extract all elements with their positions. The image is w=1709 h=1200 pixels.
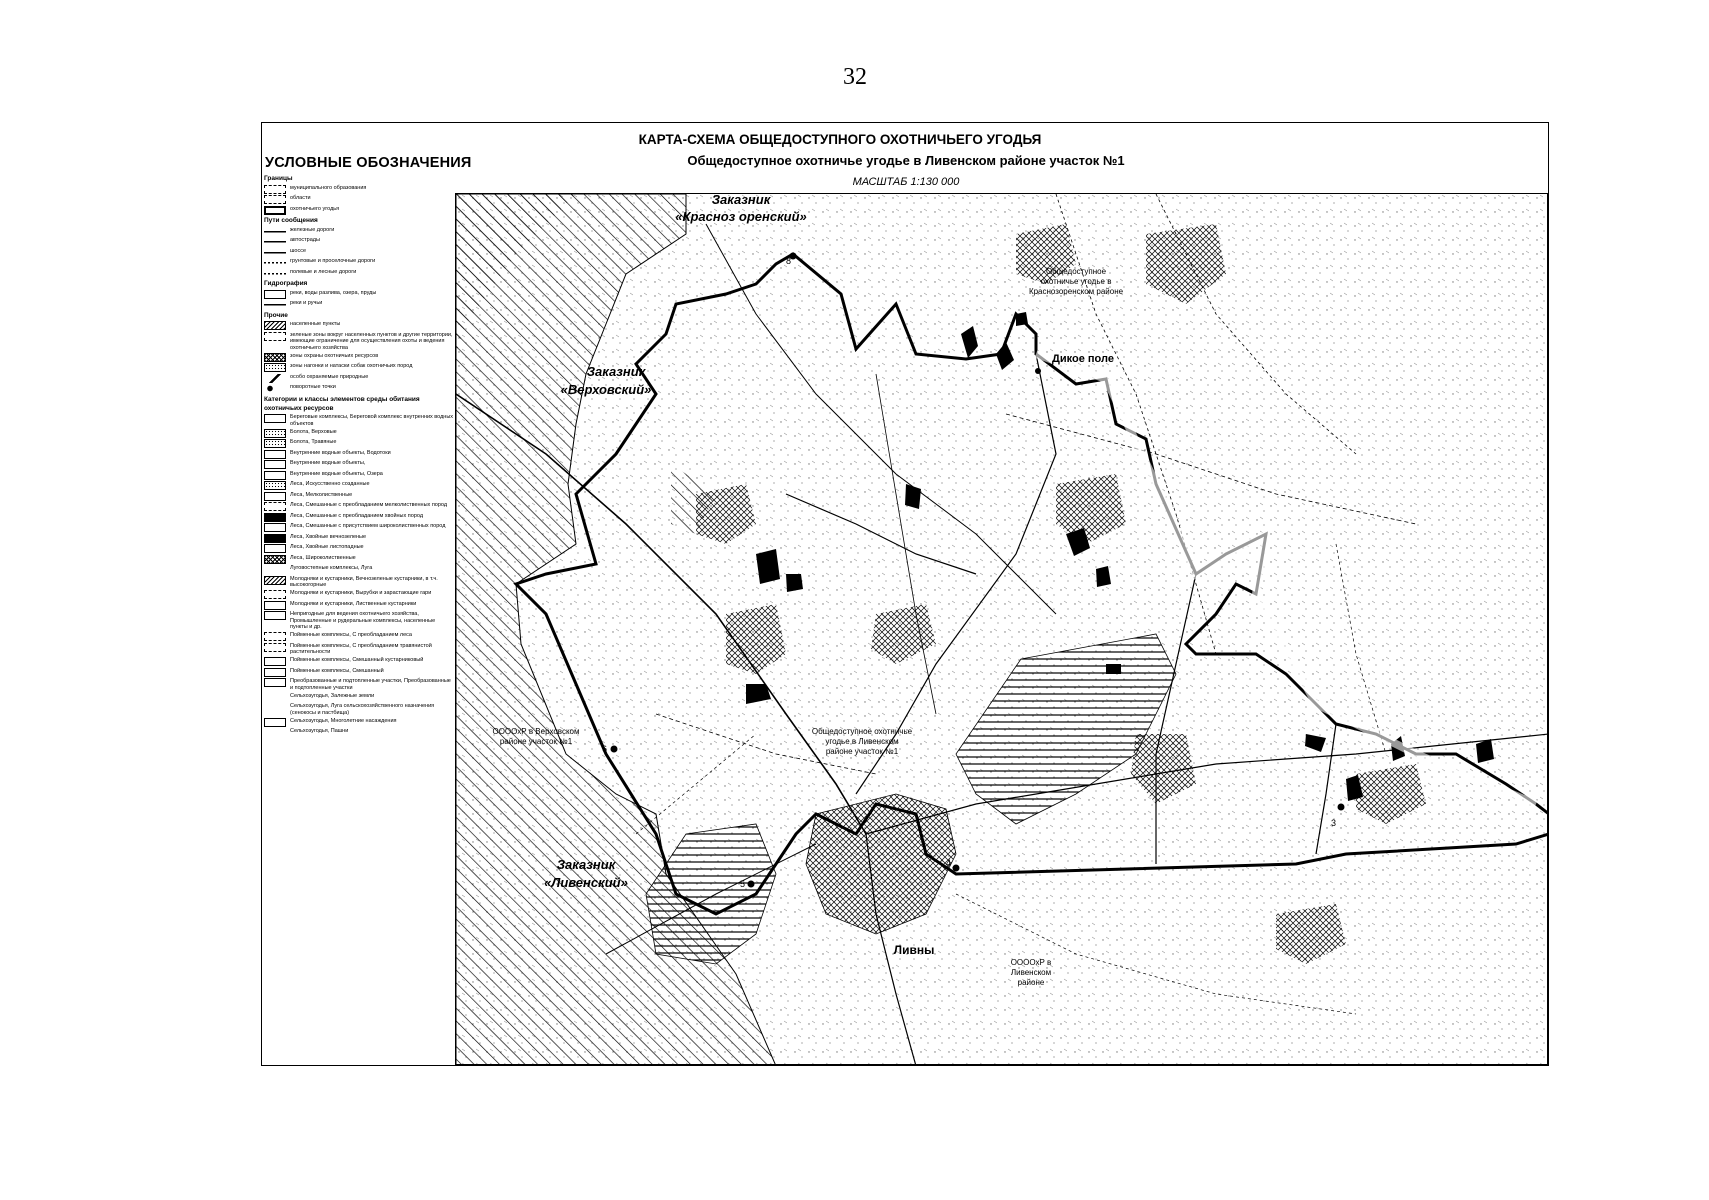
legend-item [264,513,454,522]
legend-item-label: зоны охраны охотничьих ресурсов [290,352,379,359]
legend-swatch [264,643,286,652]
legend-swatch [264,321,286,330]
turning-point-7 [1035,368,1041,374]
turning-point-label-4: 4 [946,858,952,868]
legend-swatch [264,703,286,712]
legend-item-label: поворотные точки [290,384,336,390]
center-label-1: Общедоступное охотничье [811,727,913,736]
legend-swatch [264,611,286,620]
legend-swatch [264,290,286,299]
town-livny-label: Ливны [893,943,935,957]
legend-swatch [264,657,286,666]
legend-item [264,374,454,383]
legend-item [264,429,454,438]
legend-item [264,703,454,716]
legend-title: УСЛОВНЫЕ ОБОЗНАЧЕНИЯ [265,155,472,171]
legend-item-label: Болота, Верховые [290,428,337,435]
legend-item-label: Внутренние водные объекты, Водотоки [290,449,391,456]
legend-item [264,185,454,194]
legend-item [264,678,454,691]
legend-item [264,481,454,490]
legend-item-label: Луговостепные комплексы, Луга [290,565,373,571]
legend-item [264,643,454,656]
legend-item [264,414,454,427]
legend-section-heading: Гидрография [264,280,308,287]
neighbor-ne-label-2: охотничье угодье в [1040,277,1112,286]
legend-item [264,718,454,727]
legend-item [264,290,454,299]
turning-point-4 [953,865,960,872]
legend-swatch [264,632,286,641]
center-label-2: угодье в Ливенском [825,737,899,746]
legend-swatch [264,718,286,727]
legend-item-label: Непригодные для ведения охотничьего хозяйства, Промышленные и рудеральные комплексы, населенные пункты и др. [290,611,436,630]
legend-item-label: Сельхозугодья, Пашни [290,728,349,734]
legend-swatch [264,502,286,511]
legend-item-label: автострады [290,237,320,243]
turning-point-5 [748,881,755,888]
neighbor-ne-label-3: Краснозоренском районе [1028,287,1124,296]
center-label-3: районе участок №1 [825,747,899,756]
legend-item [264,502,454,511]
legend-item [264,601,454,610]
legend-section-heading: Пути сообщения [264,217,318,224]
legend-item-label: зеленые зоны вокруг населенных пунктов и другие территории, имеющие ограничение для осуществления охоты и ведения охотничьего хозяйства [290,331,453,351]
legend-item [264,590,454,599]
legend-item [264,565,454,574]
legend-item [264,632,454,641]
legend-item-label: Леса, Хвойные листопадные [290,544,364,550]
legend-item [264,439,454,448]
legend-swatch [264,258,286,267]
legend-item-label: Леса, Широколиственные [290,554,356,561]
legend-swatch [264,414,286,423]
legend-item-label: Береговые комплексы, Береговой комплекс внутренних водных объектов [290,414,454,427]
legend-swatch [264,481,286,490]
legend-swatch [264,374,286,383]
legend-item-label: Леса, Хвойные вечнозеленые [290,533,367,540]
legend-item-label: Пойменные комплексы, С преобладанием травянистой растительности [290,642,432,655]
legend-item [264,353,454,362]
south-label-3: районе [1017,978,1045,987]
village-dikoe-label: Дикое поле [1052,353,1114,365]
legend-item [264,492,454,501]
legend-item [264,384,454,393]
legend-item [264,544,454,553]
reserve-south-label-2: «Ливенский» [544,875,628,890]
legend-section-heading: Категории и классы элементов среды обитания охотничьих ресурсов [264,395,420,412]
legend-swatch [264,555,286,564]
turning-point-label-8: 8 [786,256,792,266]
legend-item-label: муниципального образования [290,184,367,191]
legend-swatch [264,195,286,204]
legend-item [264,611,454,631]
legend-swatch [264,576,286,585]
turning-point-label-3: 3 [1331,818,1337,828]
legend-item [264,206,454,215]
legend-swatch [264,471,286,480]
legend-item [264,460,454,469]
legend-item [264,248,454,257]
page-number: 32 [843,64,867,90]
legend-swatch [264,601,286,610]
legend-item [264,237,454,246]
south-label-1: ООООхР в [1010,958,1052,967]
legend-swatch [264,237,286,246]
legend-swatch [264,523,286,532]
reserve-north-label-2: «Красноз оренский» [675,209,807,224]
legend-item-label: реки, воды разлива, озера, пруды [290,289,377,296]
legend-swatch [264,590,286,599]
legend-item [264,576,454,589]
legend-item-label: Сельхозугодья, Луга сельскохозяйственного назначения (сенокосы и пастбища) [290,703,435,716]
reserve-west-label-1: Заказник [586,364,646,379]
legend-swatch [264,353,286,362]
map-scale: МАСШТАБ 1:130 000 [852,176,960,188]
legend-section-heading: Границы [264,175,293,182]
legend-swatch [264,248,286,257]
legend-swatch [264,332,286,341]
turning-point-3 [1338,804,1345,811]
legend-item-label: Внутренние водные объекты, [290,460,366,466]
legend-item [264,258,454,267]
legend-item-label: Молодняки и кустарники, Вечнозеленые кустарники, в т.ч. высокогорные [290,575,438,588]
legend-swatch [264,227,286,236]
legend-item-label: шоссе [290,247,307,254]
legend-item-label: реки и ручьи [290,300,323,306]
legend-item-label: Леса, Смешанные с преобладанием хвойных пород [290,512,424,519]
south-label-2: Ливенском [1010,968,1052,977]
legend-swatch [264,384,286,393]
legend-item-label: Сельхозугодья, Залежные земли [290,692,375,699]
legend [264,174,454,739]
turning-point-label-5: 5 [740,879,746,889]
legend-section-heading: Прочие [264,311,288,319]
legend-swatch [264,565,286,574]
legend-swatch [264,185,286,194]
legend-swatch [264,668,286,677]
legend-swatch [264,492,286,501]
legend-item [264,668,454,677]
legend-item-label: зоны нагонки и натаски собак охотничьих пород [290,363,413,369]
map-area [455,193,1548,1065]
legend-item-label: железные дороги [290,226,335,233]
legend-item-label: Леса, Смешанные с преобладанием мелколиственных пород [290,502,448,508]
legend-item [264,332,454,352]
legend-item-label: Сельхозугодья, Многолетние насаждения [290,717,397,724]
legend-item [264,321,454,330]
legend-item [264,534,454,543]
legend-item [264,269,454,278]
legend-swatch [264,513,286,522]
west-label-1: ООООхР в Верховском [492,727,580,736]
legend-item [264,363,454,372]
legend-item-label: Пойменные комплексы, Смешанный кустарниковый [290,657,424,663]
legend-swatch [264,429,286,438]
legend-item [264,471,454,480]
legend-item-label: Преобразованные и подтопленные участки, Преобразованные и подтопленные участки [290,678,451,691]
legend-item [264,300,454,309]
map-svg [456,194,1548,1065]
legend-swatch [264,206,286,215]
map-title: КАРТА-СХЕМА ОБЩЕДОСТУПНОГО ОХОТНИЧЬЕГО УГОДЬЯ [638,132,1042,147]
legend-item-label: особо охраняемые природные [290,373,369,380]
legend-item-label: грунтовые и проселочные дороги [290,258,376,264]
reserve-north-label-1: Заказник [711,194,771,207]
reserve-west-label-2: «Верховский» [560,382,652,397]
legend-item [264,227,454,236]
legend-item-label: Болота, Травяные [290,439,337,445]
legend-item-label: Пойменные комплексы, С преобладанием леса [290,632,412,638]
legend-item-label: Пойменные комплексы, Смешанный [290,667,384,674]
legend-item [264,195,454,204]
legend-swatch [264,534,286,543]
legend-item [264,523,454,532]
legend-item-label: Леса, Мелколиственные [290,491,353,498]
legend-item-label: Леса, Смешанные с присутствием широколиственных пород [290,523,446,529]
turning-point-label-6: 6 [602,744,608,754]
legend-item [264,693,454,702]
legend-item [264,555,454,564]
legend-swatch [264,728,286,737]
reserve-south-label-1: Заказник [556,857,616,872]
legend-item-label: Леса, Искусственно созданные [290,481,370,487]
legend-item-label: охотничьего угодья [290,205,340,212]
legend-swatch [264,460,286,469]
legend-item [264,657,454,666]
legend-swatch [264,300,286,309]
legend-item-label: Молодняки и кустарники, Лиственные кустарники [290,600,417,607]
legend-item-label: Молодняки и кустарники, Вырубки и зарастающие гари [290,590,432,596]
neighbor-ne-label-1: Общедоступное [1045,267,1107,276]
legend-item-label: населенные пункты [290,321,341,327]
legend-item-label: полевые и лесные дороги [290,268,357,275]
legend-swatch [264,693,286,702]
legend-item-label: Внутренние водные объекты, Озера [290,470,383,477]
west-label-2: районе участок №1 [499,737,573,746]
legend-swatch [264,678,286,687]
legend-swatch [264,450,286,459]
turning-point-6 [611,746,618,753]
legend-item [264,728,454,737]
legend-swatch [264,363,286,372]
map-subtitle: Общедоступное охотничье угодье в Ливенском районе участок №1 [687,153,1125,168]
legend-swatch [264,439,286,448]
legend-swatch [264,544,286,553]
legend-swatch [264,269,286,278]
legend-item [264,450,454,459]
legend-item-label: области [290,195,311,201]
